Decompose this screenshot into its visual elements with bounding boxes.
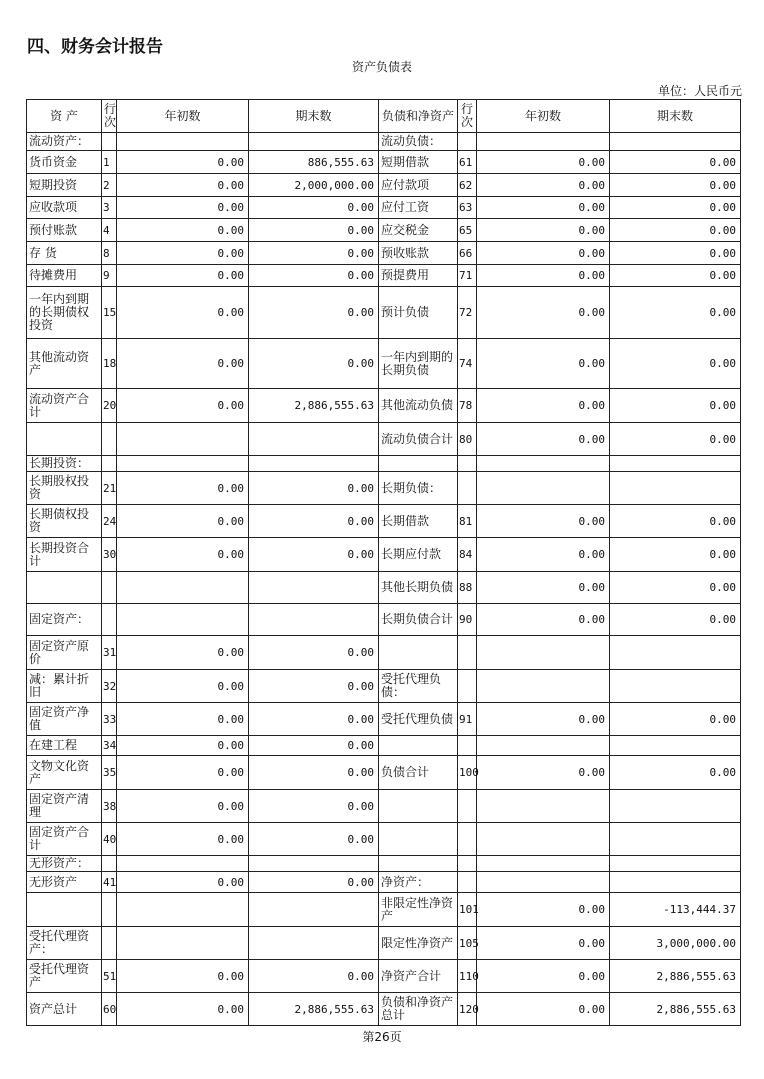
liability-closing xyxy=(610,670,741,703)
asset-name: 货币资金 xyxy=(27,151,102,174)
asset-line xyxy=(102,856,117,872)
liability-name: 应付工资 xyxy=(379,197,458,219)
asset-name: 预付账款 xyxy=(27,219,102,242)
liability-line xyxy=(458,456,477,472)
liability-opening xyxy=(477,823,610,856)
asset-opening xyxy=(117,456,249,472)
asset-closing xyxy=(249,423,379,456)
liability-closing: 0.00 xyxy=(610,197,741,219)
liability-name: 长期负债： xyxy=(379,472,458,505)
table-row xyxy=(27,456,741,472)
asset-opening: 0.00 xyxy=(117,736,249,756)
liability-closing: 0.00 xyxy=(610,287,741,339)
asset-line xyxy=(102,604,117,636)
asset-opening: 0.00 xyxy=(117,242,249,265)
liability-line xyxy=(458,736,477,756)
currency-unit: 单位：人民币元 xyxy=(657,84,742,98)
liability-name xyxy=(379,636,458,670)
asset-opening: 0.00 xyxy=(117,472,249,505)
liability-name xyxy=(379,736,458,756)
table-row xyxy=(27,287,741,339)
asset-opening: 0.00 xyxy=(117,174,249,197)
asset-closing xyxy=(249,456,379,472)
asset-opening: 0.00 xyxy=(117,287,249,339)
liability-opening: 0.00 xyxy=(477,242,610,265)
liability-closing: 0.00 xyxy=(610,756,741,790)
liability-line xyxy=(458,472,477,505)
liability-closing xyxy=(610,872,741,893)
liability-opening: 0.00 xyxy=(477,505,610,538)
liability-line: 78 xyxy=(458,389,477,423)
table-row xyxy=(27,174,741,197)
liability-line: 66 xyxy=(458,242,477,265)
liability-closing xyxy=(610,736,741,756)
table-row xyxy=(27,339,741,389)
liability-line: 105 xyxy=(458,927,477,960)
table-row xyxy=(27,636,741,670)
asset-line xyxy=(102,423,117,456)
liability-closing: 0.00 xyxy=(610,604,741,636)
asset-line: 1 xyxy=(102,151,117,174)
asset-closing: 0.00 xyxy=(249,197,379,219)
asset-opening: 0.00 xyxy=(117,823,249,856)
asset-opening: 0.00 xyxy=(117,872,249,893)
table-row xyxy=(27,505,741,538)
asset-closing: 0.00 xyxy=(249,339,379,389)
liability-name: 其他流动负债 xyxy=(379,389,458,423)
asset-opening: 0.00 xyxy=(117,389,249,423)
liability-closing: 2,886,555.63 xyxy=(610,960,741,993)
asset-name xyxy=(27,893,102,927)
liability-name: 长期负债合计 xyxy=(379,604,458,636)
asset-opening: 0.00 xyxy=(117,636,249,670)
liability-closing xyxy=(610,472,741,505)
asset-closing: 0.00 xyxy=(249,872,379,893)
header-closing: 期末数 xyxy=(249,100,379,133)
asset-closing: 0.00 xyxy=(249,538,379,572)
liability-line: 101 xyxy=(458,893,477,927)
asset-opening: 0.00 xyxy=(117,265,249,287)
asset-closing: 0.00 xyxy=(249,756,379,790)
header-assets: 资 产 xyxy=(27,100,102,133)
asset-line: 15 xyxy=(102,287,117,339)
asset-name: 长期投资： xyxy=(27,456,102,472)
table-row xyxy=(27,472,741,505)
liability-name: 负债合计 xyxy=(379,756,458,790)
asset-opening: 0.00 xyxy=(117,339,249,389)
asset-name: 固定资产合计 xyxy=(27,823,102,856)
liability-opening: 0.00 xyxy=(477,756,610,790)
liability-opening: 0.00 xyxy=(477,389,610,423)
asset-closing: 0.00 xyxy=(249,242,379,265)
asset-closing: 2,886,555.63 xyxy=(249,993,379,1026)
asset-name: 其他流动资产 xyxy=(27,339,102,389)
liability-opening xyxy=(477,856,610,872)
liability-line: 62 xyxy=(458,174,477,197)
liability-line: 110 xyxy=(458,960,477,993)
asset-line xyxy=(102,927,117,960)
liability-closing: 0.00 xyxy=(610,151,741,174)
asset-name: 长期股权投资 xyxy=(27,472,102,505)
table-row xyxy=(27,242,741,265)
liability-opening: 0.00 xyxy=(477,960,610,993)
liability-name: 负债和净资产总计 xyxy=(379,993,458,1026)
asset-opening: 0.00 xyxy=(117,197,249,219)
asset-opening: 0.00 xyxy=(117,960,249,993)
liability-line: 81 xyxy=(458,505,477,538)
liability-opening: 0.00 xyxy=(477,287,610,339)
liability-line: 63 xyxy=(458,197,477,219)
asset-closing xyxy=(249,604,379,636)
table-row xyxy=(27,703,741,736)
asset-name: 文物文化资产 xyxy=(27,756,102,790)
liability-opening: 0.00 xyxy=(477,339,610,389)
liability-closing: 3,000,000.00 xyxy=(610,927,741,960)
liability-closing: 0.00 xyxy=(610,389,741,423)
liability-closing: 0.00 xyxy=(610,572,741,604)
liability-opening: 0.00 xyxy=(477,151,610,174)
liability-closing xyxy=(610,456,741,472)
liability-line: 120 xyxy=(458,993,477,1026)
asset-name xyxy=(27,572,102,604)
asset-closing: 0.00 xyxy=(249,823,379,856)
report-section-heading: 四、财务会计报告 xyxy=(27,37,163,57)
asset-line: 38 xyxy=(102,790,117,823)
asset-opening: 0.00 xyxy=(117,790,249,823)
liability-name xyxy=(379,856,458,872)
table-row xyxy=(27,927,741,960)
liability-name: 应付款项 xyxy=(379,174,458,197)
liability-closing: 0.00 xyxy=(610,242,741,265)
asset-name: 受托代理资产： xyxy=(27,927,102,960)
table-row xyxy=(27,133,741,151)
liability-opening: 0.00 xyxy=(477,604,610,636)
header-opening-right: 年初数 xyxy=(477,100,610,133)
liability-line xyxy=(458,856,477,872)
liability-name: 预收账款 xyxy=(379,242,458,265)
asset-opening: 0.00 xyxy=(117,703,249,736)
asset-opening xyxy=(117,893,249,927)
liability-line xyxy=(458,670,477,703)
liability-name: 预提费用 xyxy=(379,265,458,287)
liability-closing xyxy=(610,790,741,823)
liability-line xyxy=(458,872,477,893)
asset-opening: 0.00 xyxy=(117,538,249,572)
asset-name: 无形资产： xyxy=(27,856,102,872)
liability-closing xyxy=(610,636,741,670)
asset-name: 存 货 xyxy=(27,242,102,265)
asset-opening: 0.00 xyxy=(117,219,249,242)
asset-line: 40 xyxy=(102,823,117,856)
asset-line: 31 xyxy=(102,636,117,670)
asset-line: 24 xyxy=(102,505,117,538)
asset-closing xyxy=(249,133,379,151)
liability-name: 流动负债： xyxy=(379,133,458,151)
table-row xyxy=(27,219,741,242)
liability-opening xyxy=(477,872,610,893)
liability-closing xyxy=(610,856,741,872)
asset-line: 2 xyxy=(102,174,117,197)
table-row xyxy=(27,197,741,219)
header-liabilities: 负债和净资产 xyxy=(379,100,458,133)
table-row xyxy=(27,538,741,572)
asset-name: 一年内到期的长期债权投资 xyxy=(27,287,102,339)
liability-closing: 2,886,555.63 xyxy=(610,993,741,1026)
header-opening: 年初数 xyxy=(117,100,249,133)
liability-opening xyxy=(477,636,610,670)
asset-line: 34 xyxy=(102,736,117,756)
liability-name: 其他长期负债 xyxy=(379,572,458,604)
liability-closing: 0.00 xyxy=(610,219,741,242)
table-header-row xyxy=(27,100,741,133)
asset-name: 受托代理资产 xyxy=(27,960,102,993)
liability-name: 净资产合计 xyxy=(379,960,458,993)
liability-opening xyxy=(477,670,610,703)
table-row xyxy=(27,389,741,423)
liability-closing: 0.00 xyxy=(610,174,741,197)
table-row xyxy=(27,823,741,856)
asset-line: 60 xyxy=(102,993,117,1026)
asset-closing: 2,886,555.63 xyxy=(249,389,379,423)
asset-name: 无形资产 xyxy=(27,872,102,893)
header-line-no-right: 行次 xyxy=(458,100,477,133)
asset-opening: 0.00 xyxy=(117,756,249,790)
liability-opening xyxy=(477,456,610,472)
table-row xyxy=(27,960,741,993)
asset-closing: 2,000,000.00 xyxy=(249,174,379,197)
liability-name: 长期借款 xyxy=(379,505,458,538)
header-line-no: 行次 xyxy=(102,100,117,133)
liability-name: 非限定性净资产 xyxy=(379,893,458,927)
asset-name: 流动资产合计 xyxy=(27,389,102,423)
liability-line: 71 xyxy=(458,265,477,287)
liability-opening xyxy=(477,736,610,756)
liability-name: 限定性净资产 xyxy=(379,927,458,960)
asset-opening: 0.00 xyxy=(117,670,249,703)
liability-closing: 0.00 xyxy=(610,423,741,456)
asset-line: 21 xyxy=(102,472,117,505)
asset-name: 在建工程 xyxy=(27,736,102,756)
table-row xyxy=(27,790,741,823)
liability-name: 应交税金 xyxy=(379,219,458,242)
liability-name: 长期应付款 xyxy=(379,538,458,572)
table-row xyxy=(27,604,741,636)
asset-line: 41 xyxy=(102,872,117,893)
asset-closing: 0.00 xyxy=(249,960,379,993)
asset-opening xyxy=(117,423,249,456)
liability-opening: 0.00 xyxy=(477,423,610,456)
asset-name: 固定资产原价 xyxy=(27,636,102,670)
liability-line xyxy=(458,823,477,856)
table-row xyxy=(27,872,741,893)
table-row xyxy=(27,670,741,703)
asset-line: 32 xyxy=(102,670,117,703)
liability-line xyxy=(458,790,477,823)
liability-line: 65 xyxy=(458,219,477,242)
asset-name: 长期投资合计 xyxy=(27,538,102,572)
liability-line: 74 xyxy=(458,339,477,389)
liability-line: 90 xyxy=(458,604,477,636)
liability-opening: 0.00 xyxy=(477,197,610,219)
asset-name: 固定资产： xyxy=(27,604,102,636)
asset-name: 固定资产清理 xyxy=(27,790,102,823)
asset-name xyxy=(27,423,102,456)
asset-closing: 0.00 xyxy=(249,505,379,538)
table-row xyxy=(27,856,741,872)
asset-closing: 0.00 xyxy=(249,670,379,703)
liability-name: 净资产： xyxy=(379,872,458,893)
liability-opening xyxy=(477,133,610,151)
asset-closing: 886,555.63 xyxy=(249,151,379,174)
liability-opening: 0.00 xyxy=(477,893,610,927)
liability-name: 预计负债 xyxy=(379,287,458,339)
asset-line xyxy=(102,456,117,472)
asset-line: 20 xyxy=(102,389,117,423)
asset-name: 长期债权投资 xyxy=(27,505,102,538)
liability-line: 84 xyxy=(458,538,477,572)
liability-closing xyxy=(610,823,741,856)
liability-line: 100 xyxy=(458,756,477,790)
liability-name: 受托代理负债 xyxy=(379,703,458,736)
asset-line: 30 xyxy=(102,538,117,572)
asset-opening: 0.00 xyxy=(117,151,249,174)
liability-opening xyxy=(477,472,610,505)
liability-line: 88 xyxy=(458,572,477,604)
asset-opening: 0.00 xyxy=(117,505,249,538)
asset-line: 3 xyxy=(102,197,117,219)
table-row xyxy=(27,423,741,456)
liability-name: 受托代理负债： xyxy=(379,670,458,703)
asset-closing: 0.00 xyxy=(249,703,379,736)
asset-line: 51 xyxy=(102,960,117,993)
liability-opening: 0.00 xyxy=(477,219,610,242)
liability-closing xyxy=(610,133,741,151)
asset-opening: 0.00 xyxy=(117,993,249,1026)
liability-name: 一年内到期的长期负债 xyxy=(379,339,458,389)
asset-name: 流动资产： xyxy=(27,133,102,151)
asset-line xyxy=(102,893,117,927)
asset-closing: 0.00 xyxy=(249,736,379,756)
liability-closing: 0.00 xyxy=(610,538,741,572)
table-row xyxy=(27,893,741,927)
liability-opening: 0.00 xyxy=(477,703,610,736)
asset-line: 4 xyxy=(102,219,117,242)
asset-closing: 0.00 xyxy=(249,636,379,670)
liability-opening: 0.00 xyxy=(477,927,610,960)
asset-name: 应收款项 xyxy=(27,197,102,219)
asset-name: 固定资产净值 xyxy=(27,703,102,736)
liability-closing: -113,444.37 xyxy=(610,893,741,927)
asset-closing xyxy=(249,893,379,927)
table-row xyxy=(27,572,741,604)
liability-name xyxy=(379,456,458,472)
liability-line: 61 xyxy=(458,151,477,174)
table-body xyxy=(27,133,741,1026)
asset-name: 待摊费用 xyxy=(27,265,102,287)
asset-line xyxy=(102,572,117,604)
page-number: 第26页 xyxy=(362,1030,402,1044)
table-row xyxy=(27,736,741,756)
asset-name: 资产总计 xyxy=(27,993,102,1026)
asset-opening xyxy=(117,927,249,960)
table-row xyxy=(27,756,741,790)
liability-line: 80 xyxy=(458,423,477,456)
liability-opening xyxy=(477,790,610,823)
liability-name xyxy=(379,790,458,823)
asset-opening xyxy=(117,133,249,151)
balance-sheet-table xyxy=(26,99,741,1026)
asset-closing: 0.00 xyxy=(249,472,379,505)
asset-name: 减：累计折旧 xyxy=(27,670,102,703)
liability-line: 91 xyxy=(458,703,477,736)
asset-closing xyxy=(249,572,379,604)
liability-line xyxy=(458,133,477,151)
liability-closing: 0.00 xyxy=(610,339,741,389)
asset-closing: 0.00 xyxy=(249,219,379,242)
asset-line xyxy=(102,133,117,151)
liability-line: 72 xyxy=(458,287,477,339)
asset-opening xyxy=(117,856,249,872)
table-row xyxy=(27,151,741,174)
liability-line xyxy=(458,636,477,670)
liability-opening: 0.00 xyxy=(477,265,610,287)
asset-line: 9 xyxy=(102,265,117,287)
liability-closing: 0.00 xyxy=(610,505,741,538)
liability-opening: 0.00 xyxy=(477,993,610,1026)
asset-name: 短期投资 xyxy=(27,174,102,197)
liability-opening: 0.00 xyxy=(477,538,610,572)
asset-line: 18 xyxy=(102,339,117,389)
header-closing-right: 期末数 xyxy=(610,100,741,133)
asset-line: 33 xyxy=(102,703,117,736)
liability-closing: 0.00 xyxy=(610,703,741,736)
liability-opening: 0.00 xyxy=(477,572,610,604)
asset-line: 35 xyxy=(102,756,117,790)
asset-closing: 0.00 xyxy=(249,790,379,823)
asset-closing xyxy=(249,927,379,960)
asset-closing xyxy=(249,856,379,872)
table-row xyxy=(27,993,741,1026)
table-row xyxy=(27,265,741,287)
asset-line: 8 xyxy=(102,242,117,265)
table-title: 资产负债表 xyxy=(351,60,412,74)
asset-opening xyxy=(117,572,249,604)
asset-opening xyxy=(117,604,249,636)
asset-closing: 0.00 xyxy=(249,287,379,339)
liability-opening: 0.00 xyxy=(477,174,610,197)
liability-closing: 0.00 xyxy=(610,265,741,287)
liability-name: 流动负债合计 xyxy=(379,423,458,456)
asset-closing: 0.00 xyxy=(249,265,379,287)
liability-name xyxy=(379,823,458,856)
liability-name: 短期借款 xyxy=(379,151,458,174)
